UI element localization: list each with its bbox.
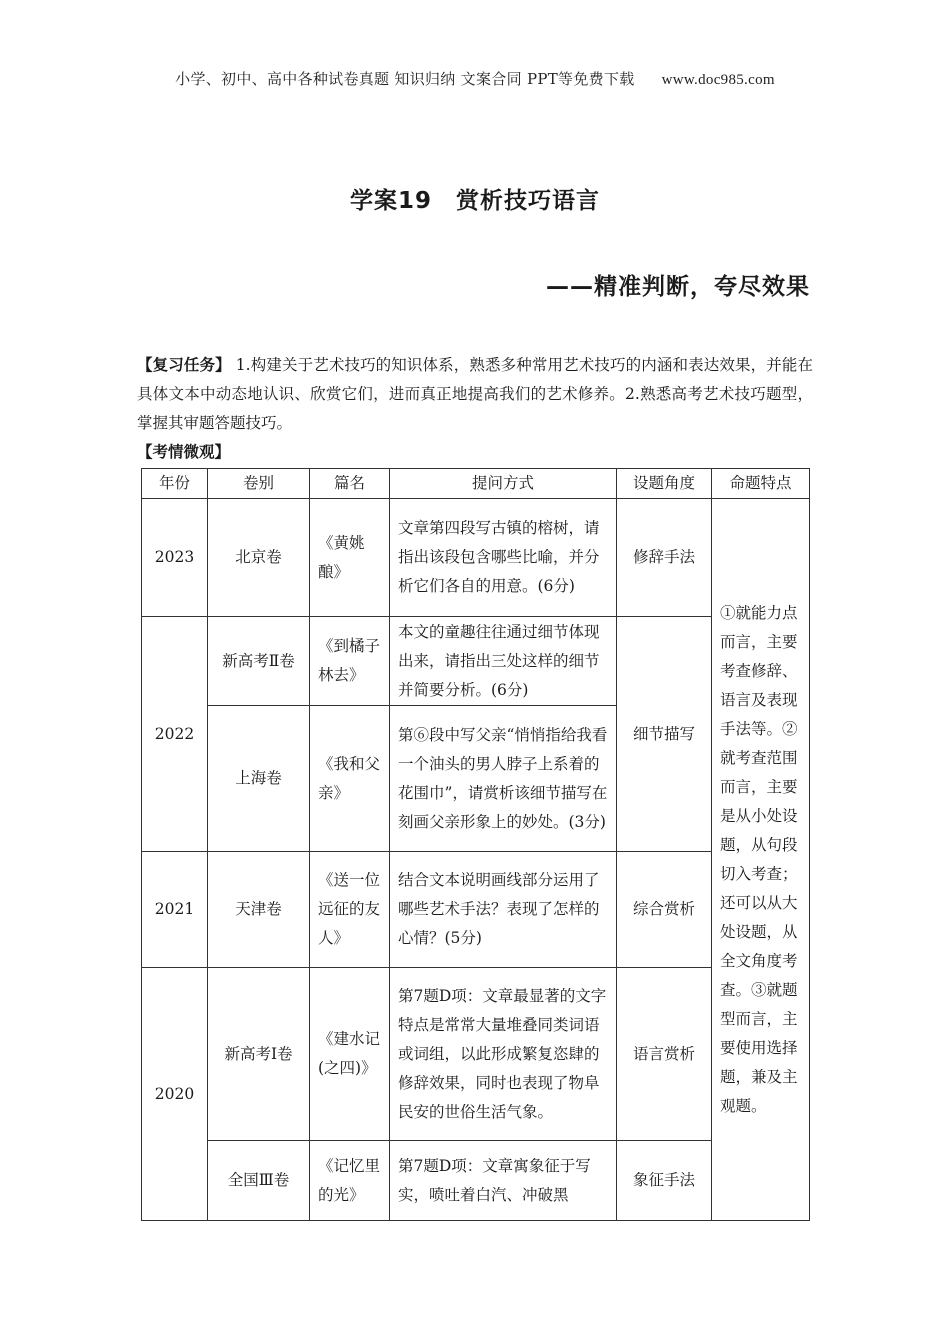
table-row — [142, 968, 810, 1141]
page-subtitle: ——精准判断，夸尽效果 — [546, 274, 810, 300]
review-task — [137, 351, 813, 438]
cell-year: 2023 — [142, 499, 208, 617]
page-header — [0, 68, 950, 89]
exam-overview-label: 【考情微观】 — [137, 443, 231, 461]
cell-title: 《到橘子林去》 — [310, 617, 390, 706]
header-features: 命题特点 — [712, 469, 810, 499]
cell-paper: 北京卷 — [208, 499, 310, 617]
cell-angle: 修辞手法 — [617, 499, 712, 617]
cell-features: ①就能力点而言，主要考查修辞、语言及表现手法等。②就考查范围而言，主要是从小处设题，从句段切入考查；还可以从大处设题，从全文角度考查。③就题型而言，主要使用选择题，兼及主观题。 — [712, 499, 810, 1221]
header-question: 提问方式 — [390, 469, 617, 499]
cell-year: 2021 — [142, 852, 208, 968]
cell-question: 结合文本说明画线部分运用了哪些艺术手法？表现了怎样的心情？(5分) — [390, 852, 617, 968]
cell-paper: 上海卷 — [208, 706, 310, 852]
review-task-text: 1.构建关于艺术技巧的知识体系，熟悉多种常用艺术技巧的内涵和表达效果，并能在具体文本中动态地认识、欣赏它们，进而真正地提高我们的艺术修养。2.熟悉高考艺术技巧题型，掌握其审题答题技巧。 — [137, 356, 813, 432]
cell-question: 第⑥段中写父亲“悄悄指给我看一个油头的男人脖子上系着的花围巾”，请赏析该细节描写在刻画父亲形象上的妙处。(3分) — [390, 706, 617, 852]
table-row — [142, 617, 810, 706]
cell-title: 《建水记(之四)》 — [310, 968, 390, 1141]
cell-paper: 新高考Ⅱ卷 — [208, 617, 310, 706]
review-task-label: 【复习任务】 — [137, 356, 231, 374]
cell-year: 2022 — [142, 617, 208, 852]
header-paper: 卷别 — [208, 469, 310, 499]
cell-angle: 细节描写 — [617, 617, 712, 852]
exam-table — [141, 468, 810, 1221]
header-year: 年份 — [142, 469, 208, 499]
cell-question: 文章第四段写古镇的榕树，请指出该段包含哪些比喻，并分析它们各自的用意。(6分) — [390, 499, 617, 617]
cell-angle: 语言赏析 — [617, 968, 712, 1141]
cell-title: 《黄姚酿》 — [310, 499, 390, 617]
cell-angle: 综合赏析 — [617, 852, 712, 968]
cell-question: 本文的童趣往往通过细节体现出来，请指出三处这样的细节并简要分析。(6分) — [390, 617, 617, 706]
cell-title: 《我和父亲》 — [310, 706, 390, 852]
table-header-row — [142, 469, 810, 499]
header-angle: 设题角度 — [617, 469, 712, 499]
cell-question: 第7题D项：文章最显著的文字特点是常常大量堆叠同类词语或词组，以此形成繁复恣肆的修辞效果，同时也表现了物阜民安的世俗生活气象。 — [390, 968, 617, 1141]
cell-angle: 象征手法 — [617, 1141, 712, 1221]
table-row — [142, 852, 810, 968]
cell-paper: 新高考Ⅰ卷 — [208, 968, 310, 1141]
page-title: 学案19 赏析技巧语言 — [349, 188, 600, 214]
cell-title: 《记忆里的光》 — [310, 1141, 390, 1221]
cell-paper: 全国Ⅲ卷 — [208, 1141, 310, 1221]
cell-title: 《送一位远征的友人》 — [310, 852, 390, 968]
cell-question: 第7题D项：文章寓象征于写实，喷吐着白汽、冲破黑 — [390, 1141, 617, 1221]
header-title: 篇名 — [310, 469, 390, 499]
cell-paper: 天津卷 — [208, 852, 310, 968]
table-row — [142, 1141, 810, 1221]
table-row — [142, 499, 810, 617]
cell-year: 2020 — [142, 968, 208, 1221]
header-site[interactable]: www.doc985.com — [661, 72, 775, 88]
header-text: 小学、初中、高中各种试卷真题 知识归纳 文案合同 PPT等免费下载 — [175, 70, 635, 88]
